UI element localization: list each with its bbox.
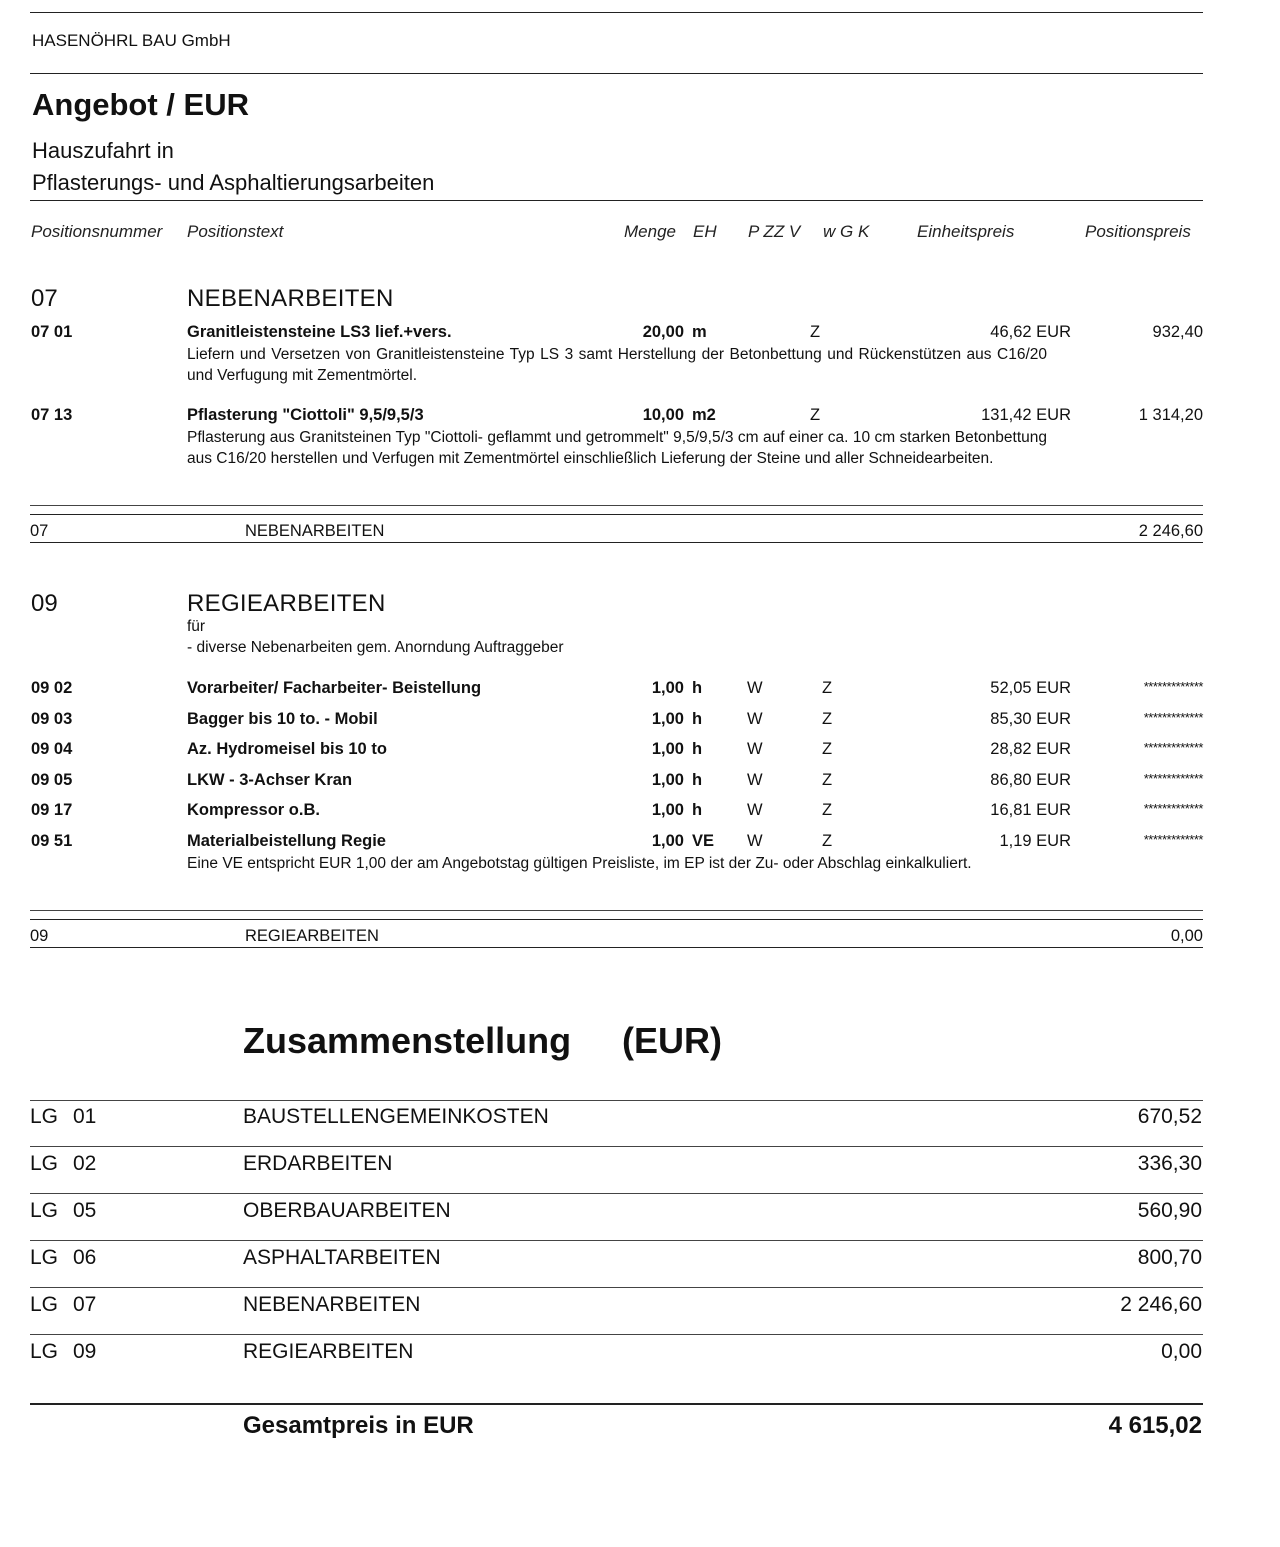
summary-row-name: BAUSTELLENGEMEINKOSTEN (243, 1105, 549, 1128)
company-name: HASENÖHRL BAU GmbH (32, 31, 231, 50)
section-07-sum-total: 2 246,60 (1138, 522, 1203, 540)
position-quantity: 1,00 (651, 740, 684, 758)
position-description: Liefern und Versetzen von Granitleistensteine Typ LS 3 samt Herstellung der Betonbettung und Rückenstützen aus C16/20 und Verfugung mit Zementmörtel. (187, 346, 1047, 384)
position-total-masked: ************* (1143, 740, 1203, 755)
position-flag-z: Z (822, 771, 833, 789)
summary-row-lg: LG (30, 1340, 59, 1363)
position-title: Bagger bis 10 to. - Mobil (187, 710, 378, 728)
position-number: 09 03 (31, 710, 73, 728)
position-unit: m2 (692, 406, 716, 424)
summary-row-rule (30, 1240, 1203, 1241)
position-number: 07 01 (31, 323, 73, 341)
position-flag-z: Z (822, 740, 833, 758)
position-description: Pflasterung aus Granitsteinen Typ "Ciottoli- geflammt und getrommelt" 9,5/9,5/3 cm auf einer ca. 10 cm starken Betonbettung aus C16/20 herstellen und Verfugen mit Zementmörtel einschließlich Lieferung der Steine und aller Schneidearbeiten. (187, 429, 1047, 467)
section-07-sum-number: 07 (30, 522, 49, 540)
position-unit-price: 131,42 EUR (981, 406, 1071, 424)
section-07-sum-rule-bottom (30, 542, 1203, 543)
summary-row-value: 0,00 (1161, 1340, 1202, 1363)
position-quantity: 10,00 (642, 406, 684, 424)
section-09-note: - diverse Nebenarbeiten gem. Anorndung Auftraggeber (187, 639, 564, 656)
total-rule (30, 1403, 1203, 1405)
summary-row-value: 670,52 (1137, 1105, 1202, 1128)
grand-total-label: Gesamtpreis in EUR (243, 1412, 474, 1439)
position-flag-w: W (747, 679, 763, 697)
col-positionsnummer: Positionsnummer (31, 222, 163, 241)
grand-total-value: 4 615,02 (1108, 1412, 1202, 1439)
position-total: 1 314,20 (1138, 406, 1203, 424)
summary-row-number: 06 (73, 1246, 97, 1269)
position-title: Granitleistensteine LS3 lief.+vers. (187, 323, 452, 341)
col-positionstext: Positionstext (187, 222, 284, 241)
position-flag-w: W (747, 771, 763, 789)
summary-row-value: 560,90 (1137, 1199, 1202, 1222)
section-07-sum-rule (30, 514, 1203, 515)
subtitle-line-2: Pflasterungs- und Asphaltierungsarbeiten (32, 170, 435, 195)
position-description: Eine VE entspricht EUR 1,00 der am Angebotstag gültigen Preisliste, im EP ist der Zu- oder Abschlag einkalkuliert. (187, 855, 972, 872)
summary-row-number: 02 (73, 1152, 97, 1175)
section-07-title: NEBENARBEITEN (187, 285, 394, 312)
summary-row-number: 09 (73, 1340, 97, 1363)
position-unit: VE (692, 832, 715, 850)
section-09-note: für (187, 618, 206, 635)
section-07-sum-rule-top (30, 505, 1203, 506)
position-title: Vorarbeiter/ Facharbeiter- Beistellung (187, 679, 482, 697)
position-unit: h (692, 710, 703, 728)
section-09-number: 09 (31, 590, 58, 617)
position-total-masked: ************* (1143, 679, 1203, 694)
section-09-sum-number: 09 (30, 927, 49, 945)
summary-row-name: NEBENARBEITEN (243, 1293, 421, 1316)
position-number: 09 17 (31, 801, 73, 819)
position-flag: Z (810, 406, 821, 424)
position-total-masked: ************* (1143, 710, 1203, 725)
position-title: LKW - 3-Achser Kran (187, 771, 353, 789)
position-total-masked: ************* (1143, 771, 1203, 786)
summary-row-name: REGIEARBEITEN (243, 1340, 414, 1363)
position-unit-price: 46,62 EUR (990, 323, 1071, 341)
summary-row-name: OBERBAUARBEITEN (243, 1199, 451, 1222)
position-total: 932,40 (1152, 323, 1203, 341)
section-07-sum-title: NEBENARBEITEN (245, 522, 385, 540)
position-flag-w: W (747, 801, 763, 819)
section-09-sum-rule-top (30, 910, 1203, 911)
section-09-sum-title: REGIEARBEITEN (245, 927, 379, 945)
col-eh: EH (693, 222, 717, 241)
summary-row-name: ASPHALTARBEITEN (243, 1246, 441, 1269)
position-number: 09 51 (31, 832, 73, 850)
summary-row-lg: LG (30, 1293, 59, 1316)
summary-row-rule (30, 1193, 1203, 1194)
summary-row-lg: LG (30, 1199, 59, 1222)
summary-row-rule (30, 1100, 1203, 1101)
position-flag-z: Z (822, 679, 833, 697)
summary-row-value: 800,70 (1137, 1246, 1202, 1269)
summary-row-rule (30, 1287, 1203, 1288)
section-09-sum-rule-bottom (30, 947, 1203, 948)
section-09-sum-rule (30, 919, 1203, 920)
summary-row-value: 336,30 (1137, 1152, 1202, 1175)
position-number: 07 13 (31, 406, 73, 424)
position-flag: Z (810, 323, 821, 341)
subtitle-line-1: Hauszufahrt in (32, 138, 174, 163)
position-quantity: 1,00 (651, 771, 684, 789)
header-rule (30, 73, 1203, 74)
summary-row-number: 05 (73, 1199, 97, 1222)
summary-row-number: 07 (73, 1293, 97, 1316)
document-title: Angebot / EUR (32, 87, 249, 122)
position-unit: h (692, 801, 703, 819)
position-title: Pflasterung "Ciottoli" 9,5/9,5/3 (187, 406, 424, 424)
position-quantity: 20,00 (642, 323, 684, 341)
top-rule (30, 12, 1203, 13)
position-flag-w: W (747, 832, 763, 850)
summary-row-name: ERDARBEITEN (243, 1152, 393, 1175)
summary-row-lg: LG (30, 1105, 59, 1128)
position-flag-z: Z (822, 801, 833, 819)
position-unit-price: 52,05 EUR (990, 679, 1071, 697)
position-flag-z: Z (822, 832, 833, 850)
col-pzzv: P ZZ V (748, 222, 801, 241)
col-einheitspreis: Einheitspreis (917, 222, 1015, 241)
position-flag-w: W (747, 740, 763, 758)
position-unit-price: 86,80 EUR (990, 771, 1071, 789)
position-number: 09 02 (31, 679, 73, 697)
position-total-masked: ************* (1143, 832, 1203, 847)
position-flag-w: W (747, 710, 763, 728)
position-unit: m (692, 323, 707, 341)
position-unit: h (692, 679, 703, 697)
position-unit-price: 85,30 EUR (990, 710, 1071, 728)
position-unit-price: 1,19 EUR (999, 832, 1071, 850)
position-unit-price: 28,82 EUR (990, 740, 1071, 758)
position-title: Az. Hydromeisel bis 10 to (187, 740, 387, 758)
position-unit-price: 16,81 EUR (990, 801, 1071, 819)
title-rule (30, 200, 1203, 201)
position-number: 09 05 (31, 771, 73, 789)
summary-title: Zusammenstellung (243, 1020, 572, 1061)
summary-row-rule (30, 1334, 1203, 1335)
position-unit: h (692, 771, 703, 789)
col-positionspreis: Positionspreis (1085, 222, 1191, 241)
position-quantity: 1,00 (651, 832, 684, 850)
summary-row-lg: LG (30, 1152, 59, 1175)
position-quantity: 1,00 (651, 679, 684, 697)
summary-currency: (EUR) (622, 1020, 722, 1061)
position-quantity: 1,00 (651, 710, 684, 728)
position-unit: h (692, 740, 703, 758)
summary-row-rule (30, 1146, 1203, 1147)
section-09-sum-total: 0,00 (1170, 927, 1203, 945)
col-wgk: w G K (823, 222, 870, 241)
position-flag-z: Z (822, 710, 833, 728)
position-title: Kompressor o.B. (187, 801, 320, 819)
position-total-masked: ************* (1143, 801, 1203, 816)
section-09-title: REGIEARBEITEN (187, 590, 386, 617)
section-07-number: 07 (31, 285, 58, 312)
summary-row-value: 2 246,60 (1120, 1293, 1202, 1316)
position-title: Materialbeistellung Regie (187, 832, 386, 850)
position-number: 09 04 (31, 740, 73, 758)
position-quantity: 1,00 (651, 801, 684, 819)
summary-row-lg: LG (30, 1246, 59, 1269)
summary-row-number: 01 (73, 1105, 97, 1128)
col-menge: Menge (624, 222, 676, 241)
